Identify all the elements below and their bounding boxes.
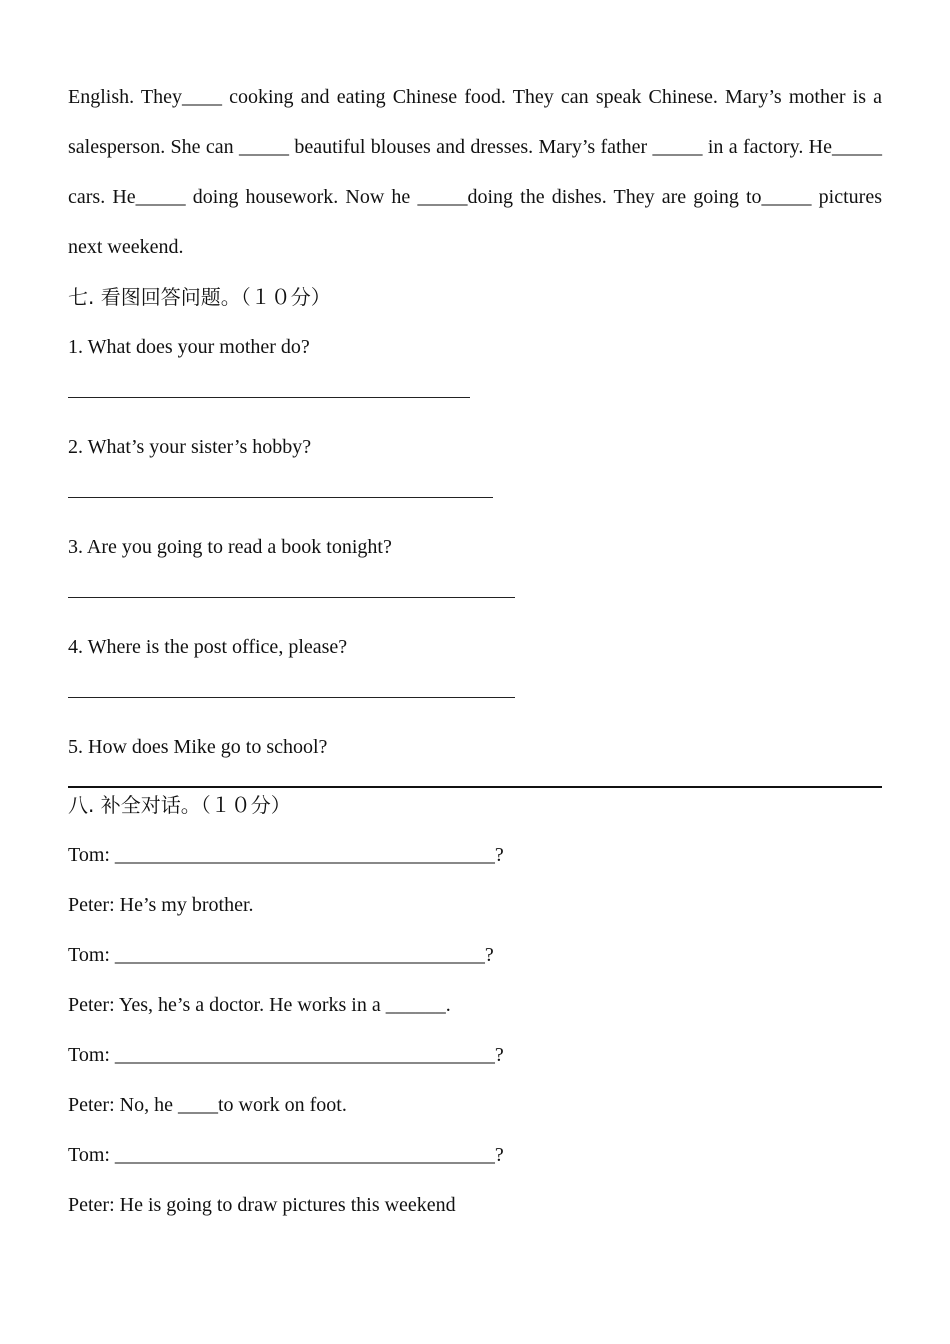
question-2: 2. What’s your sister’s hobby? [68, 436, 312, 458]
answer-line-2[interactable] [68, 472, 882, 522]
question-4: 4. Where is the post office, please? [68, 636, 348, 658]
question-1: 1. What does your mother do? [68, 336, 310, 358]
dialogue-line-tom-1: Tom: ______________________________________? [68, 844, 504, 866]
worksheet-page [68, 72, 882, 1230]
answer-line-1[interactable] [68, 372, 882, 422]
dialogue-line-tom-3: Tom: ______________________________________? [68, 1044, 504, 1066]
dialogue-line-peter-1: Peter: He’s my brother. [68, 894, 254, 916]
dialogue-line-peter-3: Peter: No, he ____to work on foot. [68, 1094, 347, 1116]
answer-line-4[interactable] [68, 672, 882, 722]
section-7-title: 七. 看图回答问题。（１０分） [68, 285, 331, 309]
answer-line-3[interactable] [68, 572, 882, 622]
dialogue-line-peter-4: Peter: He is going to draw pictures this weekend [68, 1194, 456, 1216]
cloze-passage: English. They____ cooking and eating Chinese food. They can speak Chinese. Mary’s mother is a salesperson. She can _____ beautiful blouses and dresses. Mary’s father _____ in a factory. He_____ cars. He_____ doing housework. Now he _____doing the dishes. They are going to_____ pictures next weekend. [68, 86, 882, 258]
dialogue-line-tom-2: Tom: _____________________________________? [68, 944, 494, 966]
question-3: 3. Are you going to read a book tonight? [68, 536, 392, 558]
section-8-title: 八. 补全对话。（１０分） [68, 793, 291, 817]
question-5: 5. How does Mike go to school? [68, 736, 328, 758]
dialogue-line-tom-4: Tom: ______________________________________? [68, 1144, 504, 1166]
dialogue-line-peter-2: Peter: Yes, he’s a doctor. He works in a ______. [68, 994, 451, 1016]
